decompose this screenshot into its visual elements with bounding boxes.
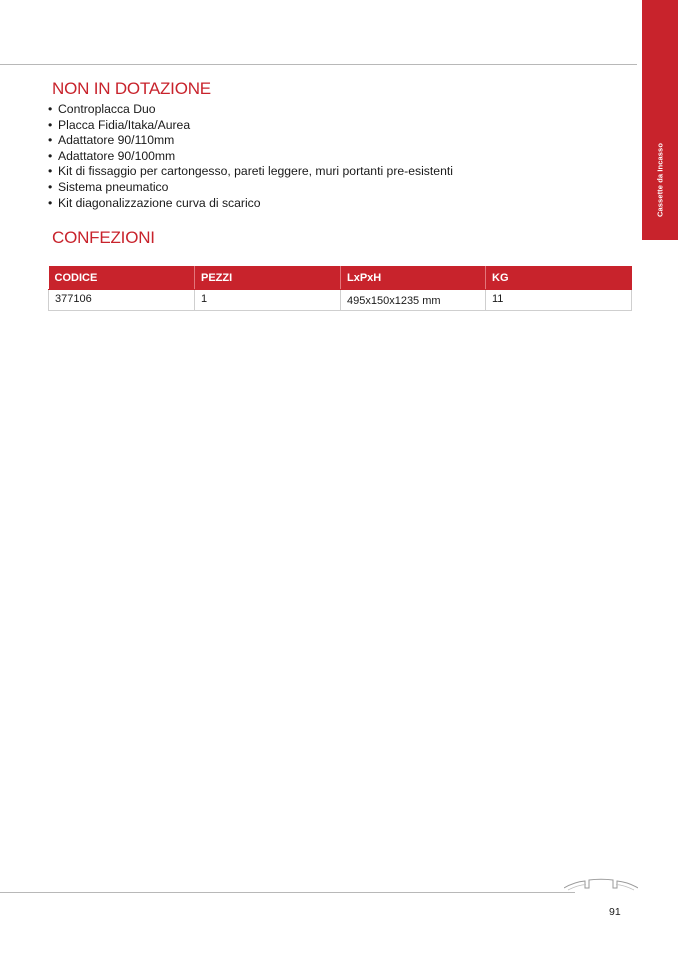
table-header-row bbox=[49, 266, 632, 290]
bullet-icon: • bbox=[48, 117, 53, 132]
list-item-text: Adattatore 90/100mm bbox=[58, 148, 176, 163]
bullet-icon: • bbox=[48, 133, 53, 148]
cell-weight: 11 bbox=[486, 290, 632, 311]
list-item-text: Placca Fidia/Itaka/Aurea bbox=[58, 117, 191, 132]
footer-ornament-icon bbox=[564, 876, 638, 896]
bullet-icon: • bbox=[48, 102, 53, 116]
top-divider bbox=[0, 64, 637, 65]
list-item bbox=[48, 102, 453, 118]
cell-pieces: 1 bbox=[195, 290, 341, 311]
list-item-text: Controplacca Duo bbox=[58, 102, 156, 116]
list-item-text: Sistema pneumatico bbox=[58, 179, 169, 194]
list-item bbox=[48, 196, 453, 212]
bullet-icon: • bbox=[48, 179, 53, 194]
cell-code: 377106 bbox=[49, 290, 195, 311]
list-item bbox=[48, 149, 453, 165]
side-section-tab-label: Cassette da Incasso bbox=[655, 142, 665, 218]
packaging-table bbox=[48, 266, 632, 311]
not-included-title: NON IN DOTAZIONE bbox=[52, 79, 211, 98]
packaging-title: CONFEZIONI bbox=[52, 228, 155, 247]
bullet-icon: • bbox=[48, 195, 53, 210]
bullet-icon: • bbox=[48, 164, 53, 179]
list-item bbox=[48, 180, 453, 196]
list-item-text: Kit di fissaggio per cartongesso, pareti leggere, muri portanti pre-esistenti bbox=[58, 164, 453, 179]
bottom-divider bbox=[0, 892, 575, 893]
table-row bbox=[49, 290, 632, 311]
side-section-tab bbox=[642, 0, 678, 240]
header-code: CODICE bbox=[49, 266, 195, 290]
page-number: 91 bbox=[609, 906, 621, 918]
cell-dimensions: 495x150x1235 mm bbox=[341, 290, 486, 311]
bullet-icon: • bbox=[48, 148, 53, 163]
header-pieces: PEZZI bbox=[195, 266, 341, 290]
not-included-list bbox=[48, 102, 453, 211]
list-item-text: Kit diagonalizzazione curva di scarico bbox=[58, 195, 261, 210]
list-item bbox=[48, 118, 453, 134]
list-item bbox=[48, 164, 453, 180]
list-item-text: Adattatore 90/110mm bbox=[58, 133, 175, 148]
header-weight: KG bbox=[486, 266, 632, 290]
header-dimensions: LxPxH bbox=[341, 266, 486, 290]
list-item bbox=[48, 133, 453, 149]
